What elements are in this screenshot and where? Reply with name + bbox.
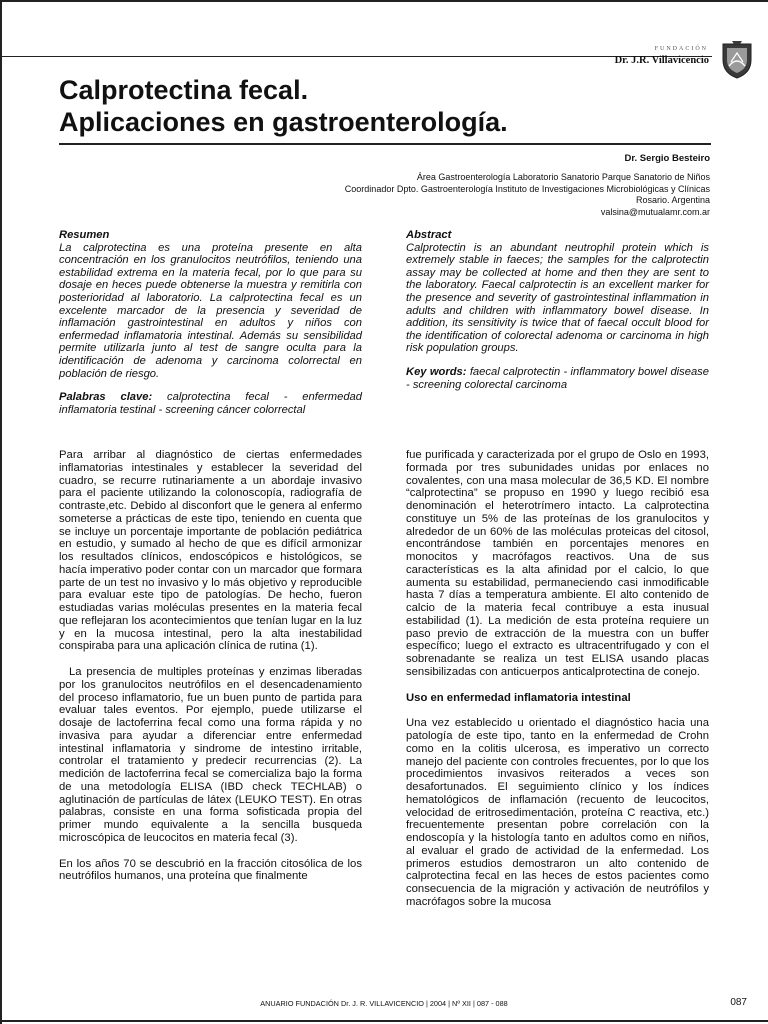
key-words [406,366,709,391]
body-paragraph: fue purificada y caracterizada por el grupo de Oslo en 1993, formada por tres subunidades unidas por enlaces no covalentes, con una masa molecular de 36,5 KD. El nombre “calprotectina” se propuso en 1990 y luego recibió esa denominación el heterotrímero intacto. La calprotectina constituye un 5% de las proteínas de los granulocitos y alrededor de un 60% de las moléculas proteicas del citosol, encontrándose también en porcentajes menores en monocitos y macrófagos reactivos. Una de sus características es la alta afinidad por el calcio, lo que aumenta su estabilidad, permaneciendo casi inmodificable hasta 7 días a temperatura ambiente. El alto contenido de calcio de la materia fecal contribuye a esta inusual estabilidad (1). La medición de esta proteína requiere un paso previo de extracción de la muestra con un buffer específico; luego el extracto es ultracentrifugado y con el sobrenadante se realiza un test ELISA usando placas sensibilizadas con anticuerpos anticalprotectina de conejo. [406,449,709,678]
author-email: valsina@mutualamr.com.ar [600,206,710,217]
title-line-2: Aplicaciones en gastroenterología. [59,107,508,137]
key-words-label: Key words: [406,365,467,378]
foundation-label: FUNDACIÓN [654,46,708,52]
resumen-block [59,229,362,416]
footer-citation: ANUARIO FUNDACIÓN Dr. J. R. VILLAVICENCIO | 2004 | Nº XII | 087 - 088 [260,999,508,1008]
resumen-text: La calprotectina es una proteína presente en alta concentración en los granulocitos neutrófilos, teniendo una estabilidad extrema en la materia fecal, por lo que para su dosaje en heces puede obtenerse la muestra y remitirla con posterioridad al laboratorio. La calprotectina fecal es un excelente marcador de la presencia y severidad de inflamación gastrointestinal en adultos y niños con enfermedad inflamatoria intestinal. Además su sensibilidad permite utilizarla junto al test de sangre oculta para la identificación de adenoma y carcinoma colorrectal en población de riesgo. [59,241,362,380]
body-paragraph: La presencia de multiples proteínas y enzimas liberadas por los granulocitos neutrófilos en el desencadenamiento del proceso inflamatorio, fue un buen punto de partida para evaluar tales eventos. Por ejemplo, puede utilizarse el dosaje de lactoferrina fecal como una forma rápida y no invasiva para ayudar a diferenciar entre enfermedad intestinal inflamatoria y sindrome de intestino irritable, controlar el tratamiento y predecir recurrencias (2). La medición de lactoferrina fecal se comercializa bajo la forma de una metodología ELISA (IBD check TECHLAB) o aglutinación de partículas de látex (LEUKO TEST). En otras palabras, consiste en una forma sofisticada propia del primer mundo equivalente a la sencilla busqueda microscópica de leucocitos en materia fecal (3). [59,666,362,844]
resumen-heading: Resumen [59,229,110,241]
page-frame-top [0,0,768,2]
affiliation-line: Área Gastroenterología Laboratorio Sanatorio Parque Sanatorio de Niños [416,172,710,182]
author-affiliation [210,172,710,218]
title-line-1: Calprotectina fecal. [59,75,309,105]
crest-shield-icon [720,40,754,80]
body-paragraph: Una vez establecido u orientado el diagnóstico hacia una patología de este tipo, tanto en la enfermedad de Crohn como en la colitis ulcerosa, es imperativo un correcto manejo del paciente con controles frecuentes, por lo que los procedimientos invasivos reiterados a veces son desafortunados. El seguimiento clínico y los índices hematológicos de inflamación (recuento de leucocitos, velocidad de eritrosedimentación, proteína C reactiva, etc.) frecuentemente presentan pobre correlación con la endoscopía y la histología tanto en adultos como en niños, al evaluar el grado de actividad de la enfermedad. Los primeros estudios demostraron un alto contenido de calprotectina fecal en las heces de estos pacientes como consecuencia de la migración y activación de neutrófilos y macrófagos sobre la mucosa [406,717,709,908]
body-column-right [406,449,709,922]
abstract-text: Calprotectin is an abundant neutrophil protein which is extremely stable in faeces; the samples for the calprotectin assay may be collected at home and then they are sent to the laboratory. Faecal calprotectin is an excellent marker for the presence and severity of gastrointestinal inflammation in adults and children with inflammatory bowel disease. In addition, its sensitivity is twice that of faecal occult blood for the identification of colorectal adenoma or carcinoma in high risk population groups. [406,241,709,355]
abstract-block [406,229,709,391]
palabras-clave [59,391,362,416]
body-paragraph: Para arribar al diagnóstico de ciertas enfermedades inflamatorias intestinales y establecer la severidad del cuadro, se recurre rutinariamente a un abordaje invasivo para el paciente utilizando la colonoscopía, radiografía de contraste,etc. Debido al disconfort que le genera al enfermo someterse a prácticas de este tipo, teniendo en cuenta que se incluye un porcentaje importante de población pediátrica en estudio, y sumado al hecho de que es difícil armonizar los resultados clínicos, endoscópicos e histológicos, se hacía imperativo poder contar con un marcador que formara parte de un test no invasivo y lo más objetivo y reproducible para evaluar este tipo de patologías. De hecho, fueron estudiadas varias moléculas presentes en la materia fecal que reflejaran los acontecimientos que tenían lugar en la luz y en la mucosa intestinal, pero la alta inestabilidad conspiraba para una aplicación clínica de rutina (1). [59,449,362,653]
body-column-left [59,449,362,896]
article-title [59,74,719,138]
affiliation-line: Rosario. Argentina [635,195,710,206]
page-frame-bottom [0,1020,768,1022]
palabras-clave-text: calprotectina fecal - enfermedad inflamatoria testinal - screening cáncer colorrectal [59,391,362,416]
foundation-name: Dr. J.R. Villavicencio [614,55,709,66]
palabras-clave-label: Palabras clave: [59,391,153,404]
page-frame-left [0,0,2,1024]
page-number: 087 [730,997,747,1008]
author-name: Dr. Sergio Besteiro [624,153,710,164]
title-rule [59,143,711,145]
key-words-text: faecal calprotectin - inflammatory bowel disease - screening colorectal carcinoma [406,365,709,391]
affiliation-line: Coordinador Dpto. Gastroenterología Instituto de Investigaciones Microbiológicas y Clínicas [344,183,710,194]
header-rule [0,56,712,57]
section-heading: Uso en enfermedad inflamatoria intestinal [406,691,631,704]
body-paragraph: En los años 70 se descubrió en la fracción citosólica de los neutrófilos humanos, una proteína que finalmente [59,857,362,883]
abstract-heading: Abstract [406,229,452,241]
